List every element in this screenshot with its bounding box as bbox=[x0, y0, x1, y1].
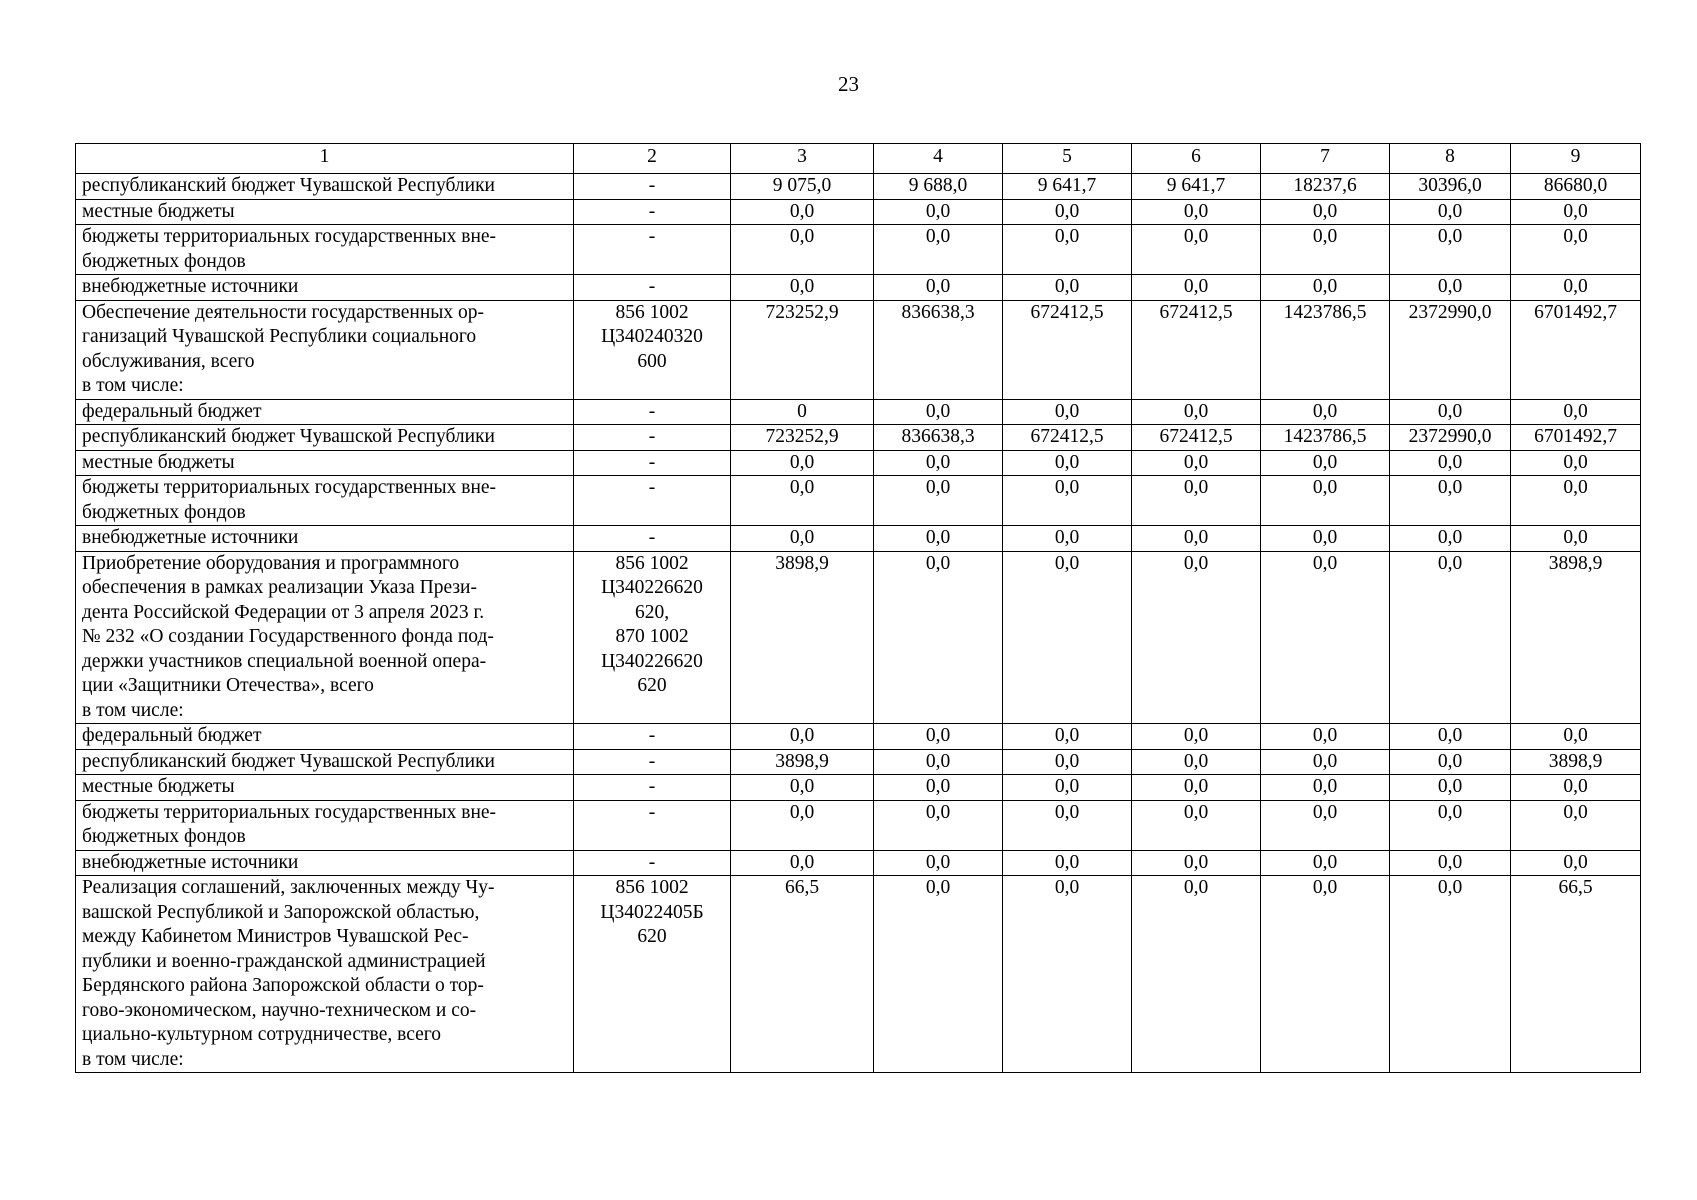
value-cell-col-7: 0,0 bbox=[1261, 800, 1390, 850]
table-row bbox=[76, 199, 1641, 225]
value-cell-col-6: 0,0 bbox=[1132, 275, 1261, 301]
value-cell-col-3: 0,0 bbox=[731, 275, 874, 301]
row-code-cell: - bbox=[574, 174, 731, 200]
value-cell-col-8: 0,0 bbox=[1390, 724, 1511, 750]
row-name-cell: местные бюджеты bbox=[76, 450, 574, 476]
value-cell-col-8: 0,0 bbox=[1390, 450, 1511, 476]
value-cell-col-5: 0,0 bbox=[1003, 850, 1132, 876]
row-code-cell: 856 1002 Ц340240320 600 bbox=[574, 300, 731, 399]
value-cell-col-9: 0,0 bbox=[1511, 724, 1641, 750]
row-code-cell: - bbox=[574, 275, 731, 301]
table-row bbox=[76, 450, 1641, 476]
value-cell-col-7: 0,0 bbox=[1261, 275, 1390, 301]
value-cell-col-3: 3898,9 bbox=[731, 749, 874, 775]
value-cell-col-7: 0,0 bbox=[1261, 551, 1390, 724]
value-cell-col-7: 0,0 bbox=[1261, 724, 1390, 750]
row-code-cell: - bbox=[574, 476, 731, 526]
value-cell-col-7: 0,0 bbox=[1261, 526, 1390, 552]
table-row bbox=[76, 300, 1641, 399]
value-cell-col-9: 0,0 bbox=[1511, 450, 1641, 476]
table-row bbox=[76, 275, 1641, 301]
value-cell-col-9: 6701492,7 bbox=[1511, 425, 1641, 451]
value-cell-col-5: 672412,5 bbox=[1003, 425, 1132, 451]
value-cell-col-3: 0,0 bbox=[731, 476, 874, 526]
value-cell-col-6: 672412,5 bbox=[1132, 425, 1261, 451]
table-row bbox=[76, 526, 1641, 552]
column-header-5: 5 bbox=[1003, 144, 1132, 174]
row-code-cell: - bbox=[574, 850, 731, 876]
value-cell-col-5: 0,0 bbox=[1003, 800, 1132, 850]
value-cell-col-7: 0,0 bbox=[1261, 749, 1390, 775]
value-cell-col-9: 3898,9 bbox=[1511, 551, 1641, 724]
row-name-cell: республиканский бюджет Чувашской Республики bbox=[76, 174, 574, 200]
value-cell-col-5: 0,0 bbox=[1003, 551, 1132, 724]
row-name-cell: федеральный бюджет bbox=[76, 399, 574, 425]
row-name-cell: местные бюджеты bbox=[76, 199, 574, 225]
row-code-cell: - bbox=[574, 526, 731, 552]
value-cell-col-5: 0,0 bbox=[1003, 749, 1132, 775]
table-row bbox=[76, 174, 1641, 200]
value-cell-col-7: 0,0 bbox=[1261, 450, 1390, 476]
value-cell-col-7: 1423786,5 bbox=[1261, 300, 1390, 399]
value-cell-col-6: 0,0 bbox=[1132, 450, 1261, 476]
row-code-cell: - bbox=[574, 749, 731, 775]
value-cell-col-5: 9 641,7 bbox=[1003, 174, 1132, 200]
table-row bbox=[76, 724, 1641, 750]
column-header-8: 8 bbox=[1390, 144, 1511, 174]
table-row bbox=[76, 425, 1641, 451]
value-cell-col-4: 0,0 bbox=[874, 800, 1003, 850]
row-name-cell: бюджеты территориальных государственных вне- бюджетных фондов bbox=[76, 225, 574, 275]
value-cell-col-3: 723252,9 bbox=[731, 300, 874, 399]
table-row bbox=[76, 800, 1641, 850]
value-cell-col-8: 0,0 bbox=[1390, 551, 1511, 724]
value-cell-col-6: 0,0 bbox=[1132, 775, 1261, 801]
row-code-cell: - bbox=[574, 450, 731, 476]
row-name-cell: Приобретение оборудования и программного обеспечения в рамках реализации Указа Прези- дента Российской Федерации от 3 апреля 2023 г. № 232 «О создании Государственного фонда под- держки участников специальной военной опера- ции «Защитники Отечества», всего в том числе: bbox=[76, 551, 574, 724]
value-cell-col-3: 0,0 bbox=[731, 800, 874, 850]
row-name-cell: внебюджетные источники bbox=[76, 526, 574, 552]
value-cell-col-7: 0,0 bbox=[1261, 850, 1390, 876]
value-cell-col-8: 0,0 bbox=[1390, 225, 1511, 275]
value-cell-col-6: 0,0 bbox=[1132, 399, 1261, 425]
value-cell-col-8: 2372990,0 bbox=[1390, 425, 1511, 451]
value-cell-col-7: 0,0 bbox=[1261, 876, 1390, 1073]
row-code-cell: 856 1002 Ц340226620 620, 870 1002 Ц340226620 620 bbox=[574, 551, 731, 724]
value-cell-col-4: 0,0 bbox=[874, 450, 1003, 476]
value-cell-col-5: 0,0 bbox=[1003, 526, 1132, 552]
value-cell-col-6: 9 641,7 bbox=[1132, 174, 1261, 200]
value-cell-col-8: 2372990,0 bbox=[1390, 300, 1511, 399]
value-cell-col-9: 0,0 bbox=[1511, 526, 1641, 552]
value-cell-col-8: 0,0 bbox=[1390, 775, 1511, 801]
value-cell-col-9: 0,0 bbox=[1511, 476, 1641, 526]
value-cell-col-6: 0,0 bbox=[1132, 551, 1261, 724]
value-cell-col-8: 30396,0 bbox=[1390, 174, 1511, 200]
budget-table bbox=[75, 143, 1641, 1073]
value-cell-col-4: 0,0 bbox=[874, 199, 1003, 225]
value-cell-col-3: 0,0 bbox=[731, 450, 874, 476]
value-cell-col-5: 0,0 bbox=[1003, 225, 1132, 275]
value-cell-col-8: 0,0 bbox=[1390, 749, 1511, 775]
value-cell-col-8: 0,0 bbox=[1390, 199, 1511, 225]
value-cell-col-6: 0,0 bbox=[1132, 526, 1261, 552]
value-cell-col-9: 0,0 bbox=[1511, 399, 1641, 425]
value-cell-col-9: 86680,0 bbox=[1511, 174, 1641, 200]
column-header-7: 7 bbox=[1261, 144, 1390, 174]
column-header-1: 1 bbox=[76, 144, 574, 174]
value-cell-col-3: 0,0 bbox=[731, 225, 874, 275]
value-cell-col-3: 0,0 bbox=[731, 724, 874, 750]
column-header-9: 9 bbox=[1511, 144, 1641, 174]
header-row bbox=[76, 144, 1641, 174]
value-cell-col-4: 0,0 bbox=[874, 850, 1003, 876]
value-cell-col-3: 0,0 bbox=[731, 850, 874, 876]
table-row bbox=[76, 399, 1641, 425]
value-cell-col-6: 0,0 bbox=[1132, 225, 1261, 275]
table-row bbox=[76, 876, 1641, 1073]
value-cell-col-4: 0,0 bbox=[874, 399, 1003, 425]
value-cell-col-4: 0,0 bbox=[874, 225, 1003, 275]
value-cell-col-9: 0,0 bbox=[1511, 800, 1641, 850]
value-cell-col-8: 0,0 bbox=[1390, 526, 1511, 552]
value-cell-col-7: 0,0 bbox=[1261, 775, 1390, 801]
value-cell-col-5: 0,0 bbox=[1003, 450, 1132, 476]
value-cell-col-6: 0,0 bbox=[1132, 876, 1261, 1073]
value-cell-col-7: 1423786,5 bbox=[1261, 425, 1390, 451]
row-code-cell: - bbox=[574, 399, 731, 425]
column-header-3: 3 bbox=[731, 144, 874, 174]
value-cell-col-6: 672412,5 bbox=[1132, 300, 1261, 399]
row-name-cell: федеральный бюджет bbox=[76, 724, 574, 750]
value-cell-col-9: 66,5 bbox=[1511, 876, 1641, 1073]
value-cell-col-3: 0,0 bbox=[731, 775, 874, 801]
value-cell-col-4: 0,0 bbox=[874, 275, 1003, 301]
value-cell-col-4: 0,0 bbox=[874, 551, 1003, 724]
row-code-cell: - bbox=[574, 724, 731, 750]
value-cell-col-3: 3898,9 bbox=[731, 551, 874, 724]
value-cell-col-3: 66,5 bbox=[731, 876, 874, 1073]
value-cell-col-7: 0,0 bbox=[1261, 476, 1390, 526]
value-cell-col-5: 0,0 bbox=[1003, 775, 1132, 801]
value-cell-col-4: 0,0 bbox=[874, 526, 1003, 552]
value-cell-col-8: 0,0 bbox=[1390, 876, 1511, 1073]
value-cell-col-9: 0,0 bbox=[1511, 275, 1641, 301]
value-cell-col-3: 0,0 bbox=[731, 526, 874, 552]
value-cell-col-6: 0,0 bbox=[1132, 749, 1261, 775]
table-header bbox=[76, 144, 1641, 174]
table-row bbox=[76, 551, 1641, 724]
value-cell-col-7: 0,0 bbox=[1261, 399, 1390, 425]
value-cell-col-7: 0,0 bbox=[1261, 225, 1390, 275]
row-name-cell: бюджеты территориальных государственных вне- бюджетных фондов bbox=[76, 476, 574, 526]
row-code-cell: - bbox=[574, 425, 731, 451]
value-cell-col-8: 0,0 bbox=[1390, 850, 1511, 876]
value-cell-col-8: 0,0 bbox=[1390, 275, 1511, 301]
value-cell-col-6: 0,0 bbox=[1132, 199, 1261, 225]
row-name-cell: республиканский бюджет Чувашской Республики bbox=[76, 749, 574, 775]
value-cell-col-3: 0 bbox=[731, 399, 874, 425]
value-cell-col-7: 0,0 bbox=[1261, 199, 1390, 225]
column-header-2: 2 bbox=[574, 144, 731, 174]
value-cell-col-4: 836638,3 bbox=[874, 300, 1003, 399]
value-cell-col-8: 0,0 bbox=[1390, 476, 1511, 526]
value-cell-col-6: 0,0 bbox=[1132, 476, 1261, 526]
row-name-cell: бюджеты территориальных государственных вне- бюджетных фондов bbox=[76, 800, 574, 850]
row-name-cell: республиканский бюджет Чувашской Республики bbox=[76, 425, 574, 451]
value-cell-col-5: 0,0 bbox=[1003, 275, 1132, 301]
column-header-4: 4 bbox=[874, 144, 1003, 174]
table-row bbox=[76, 850, 1641, 876]
value-cell-col-5: 0,0 bbox=[1003, 399, 1132, 425]
row-code-cell: 856 1002 Ц34022405Б 620 bbox=[574, 876, 731, 1073]
page-number: 23 bbox=[838, 72, 859, 96]
row-code-cell: - bbox=[574, 225, 731, 275]
value-cell-col-7: 18237,6 bbox=[1261, 174, 1390, 200]
row-name-cell: Обеспечение деятельности государственных ор- ганизаций Чувашской Республики социального обслуживания, всего в том числе: bbox=[76, 300, 574, 399]
value-cell-col-6: 0,0 bbox=[1132, 800, 1261, 850]
value-cell-col-9: 3898,9 bbox=[1511, 749, 1641, 775]
column-header-6: 6 bbox=[1132, 144, 1261, 174]
value-cell-col-4: 0,0 bbox=[874, 876, 1003, 1073]
value-cell-col-3: 723252,9 bbox=[731, 425, 874, 451]
value-cell-col-6: 0,0 bbox=[1132, 850, 1261, 876]
value-cell-col-8: 0,0 bbox=[1390, 800, 1511, 850]
value-cell-col-4: 0,0 bbox=[874, 749, 1003, 775]
table-row bbox=[76, 775, 1641, 801]
row-name-cell: внебюджетные источники bbox=[76, 275, 574, 301]
value-cell-col-5: 672412,5 bbox=[1003, 300, 1132, 399]
value-cell-col-4: 0,0 bbox=[874, 476, 1003, 526]
value-cell-col-5: 0,0 bbox=[1003, 876, 1132, 1073]
table-row bbox=[76, 749, 1641, 775]
value-cell-col-9: 0,0 bbox=[1511, 225, 1641, 275]
value-cell-col-5: 0,0 bbox=[1003, 476, 1132, 526]
row-code-cell: - bbox=[574, 199, 731, 225]
value-cell-col-6: 0,0 bbox=[1132, 724, 1261, 750]
value-cell-col-5: 0,0 bbox=[1003, 724, 1132, 750]
table-row bbox=[76, 225, 1641, 275]
value-cell-col-3: 9 075,0 bbox=[731, 174, 874, 200]
row-name-cell: внебюджетные источники bbox=[76, 850, 574, 876]
value-cell-col-4: 0,0 bbox=[874, 775, 1003, 801]
row-name-cell: Реализация соглашений, заключенных между Чу- вашской Республикой и Запорожской областью, между Кабинетом Министров Чувашской Рес- публики и военно-гражданской администрацией Бердянского района Запорожской области о тор- гово-экономическом, научно-техническом и со- циально-культурном сотрудничестве, всего в том числе: bbox=[76, 876, 574, 1073]
value-cell-col-9: 0,0 bbox=[1511, 199, 1641, 225]
value-cell-col-8: 0,0 bbox=[1390, 399, 1511, 425]
value-cell-col-9: 6701492,7 bbox=[1511, 300, 1641, 399]
table-body bbox=[76, 174, 1641, 1073]
value-cell-col-9: 0,0 bbox=[1511, 850, 1641, 876]
row-name-cell: местные бюджеты bbox=[76, 775, 574, 801]
value-cell-col-5: 0,0 bbox=[1003, 199, 1132, 225]
value-cell-col-4: 9 688,0 bbox=[874, 174, 1003, 200]
table-row bbox=[76, 476, 1641, 526]
row-code-cell: - bbox=[574, 800, 731, 850]
row-code-cell: - bbox=[574, 775, 731, 801]
value-cell-col-9: 0,0 bbox=[1511, 775, 1641, 801]
value-cell-col-4: 836638,3 bbox=[874, 425, 1003, 451]
value-cell-col-3: 0,0 bbox=[731, 199, 874, 225]
value-cell-col-4: 0,0 bbox=[874, 724, 1003, 750]
